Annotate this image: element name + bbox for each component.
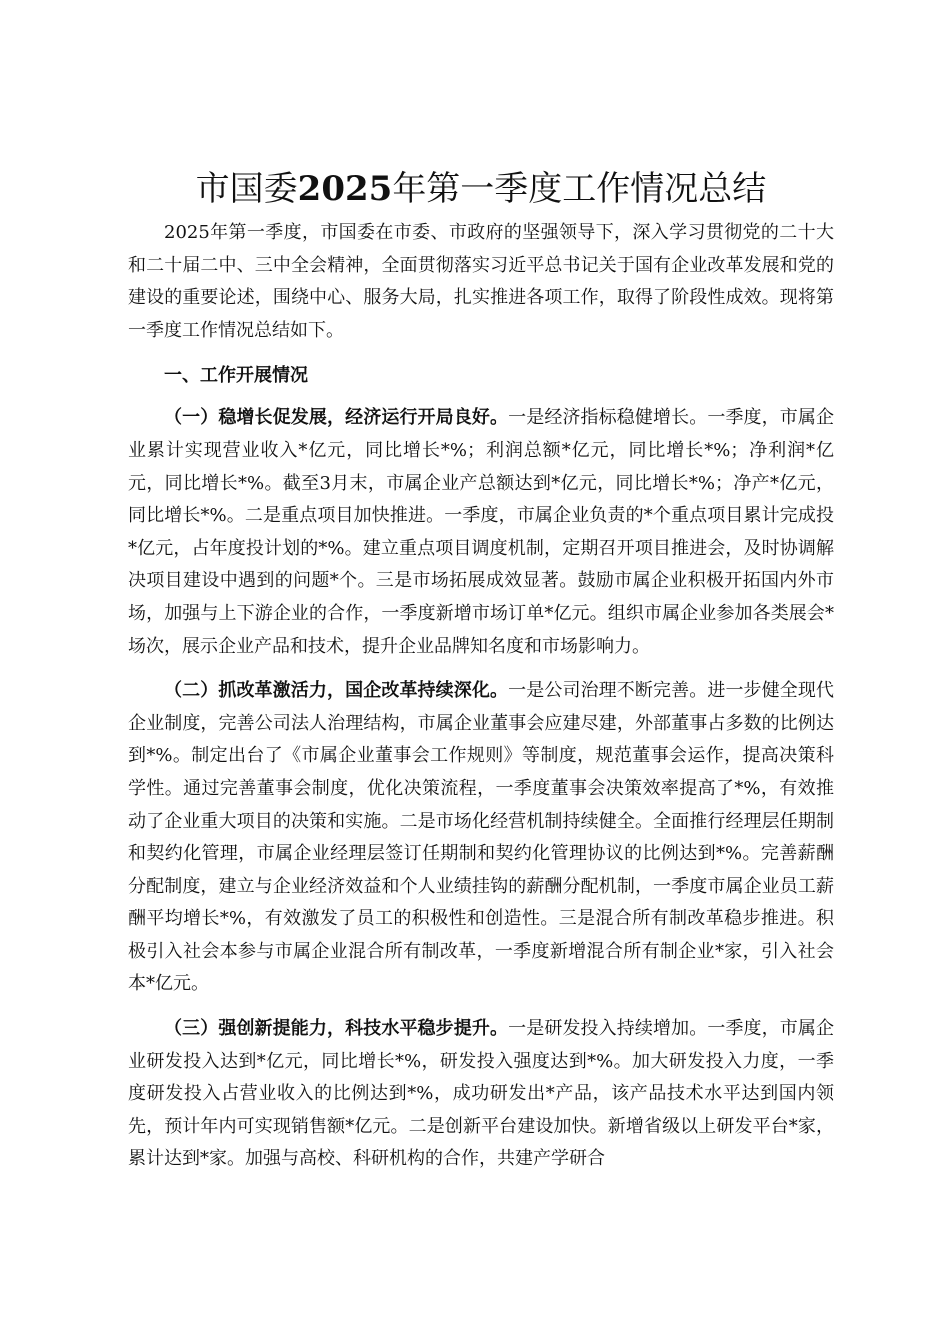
section-heading: 一、工作开展情况 xyxy=(164,365,308,387)
paragraph-lead: （三）强创新提能力，科技水平稳步提升。 xyxy=(164,1018,509,1040)
title-suffix: 年第一季度工作情况总结 xyxy=(392,169,767,209)
paragraph-body: 一是研发投入持续增加。一季度，市属企业研发投入达到*亿元，同比增长*%，研发投入强度达到*%。加大研发投入力度，一季度研发投入占营业收入的比例达到*%，成功研发出*产品，该产品技术水平达到国内领先，预计年内可实现销售额*亿元。二是创新平台建设加快。新增省级以上研发平台*家，累计达到*家。加强与高校、科研机构的合作，共建产学研合 xyxy=(128,1018,834,1170)
intro-paragraph: 2025年第一季度，市国委在市委、市政府的坚强领导下，深入学习贯彻党的二十大和二十届二中、三中全会精神，全面贯彻落实习近平总书记关于国有企业改革发展和党的建设的重要论述，围绕中心、服务大局，扎实推进各项工作，取得了阶段性成效。现将第一季度工作情况总结如下。 xyxy=(128,222,834,341)
document-title xyxy=(128,165,834,213)
document-page xyxy=(128,165,834,1188)
paragraph-lead: （一）稳增长促发展，经济运行开局良好。 xyxy=(164,407,509,429)
body-paragraph-3 xyxy=(128,1013,834,1176)
body-paragraph-1 xyxy=(128,402,834,663)
paragraph-lead: （二）抓改革激活力，国企改革持续深化。 xyxy=(164,680,509,702)
paragraph-body: 一是公司治理不断完善。进一步健全现代企业制度，完善公司法人治理结构，市属企业董事会应建尽建，外部董事占多数的比例达到*%。制定出台了《市属企业董事会工作规则》等制度，规范董事会运作，提高决策科学性。通过完善董事会制度，优化决策流程，一季度董事会决策效率提高了*%，有效推动了企业重大项目的决策和实施。二是市场化经营机制持续健全。全面推行经理层任期制和契约化管理，市属企业经理层签订任期制和契约化管理协议的比例达到*%。完善薪酬分配制度，建立与企业经济效益和个人业绩挂钩的薪酬分配机制，一季度市属企业员工薪酬平均增长*%，有效激发了员工的积极性和创造性。三是混合所有制改革稳步推进。积极引入社会本参与市属企业混合所有制改革，一季度新增混合所有制企业*家，引入社会本*亿元。 xyxy=(128,680,834,995)
paragraph-body: 一是经济指标稳健增长。一季度，市属企业累计实现营业收入*亿元，同比增长*%；利润总额*亿元，同比增长*%；净利润*亿元，同比增长*%。截至3月末，市属企业产总额达到*亿元，同比增长*%；净产*亿元，同比增长*%。二是重点项目加快推进。一季度，市属企业负责的*个重点项目累计完成投*亿元，占年度投计划的*%。建立重点项目调度机制，定期召开项目推进会，及时协调解决项目建设中遇到的问题*个。三是市场拓展成效显著。鼓励市属企业积极开拓国内外市场，加强与上下游企业的合作，一季度新增市场订单*亿元。组织市属企业参加各类展会*场次，展示企业产品和技术，提升企业品牌知名度和市场影响力。 xyxy=(128,407,834,657)
title-year: 2025 xyxy=(297,169,393,209)
title-prefix: 市国委 xyxy=(195,169,298,209)
body-paragraph-2 xyxy=(128,675,834,1001)
